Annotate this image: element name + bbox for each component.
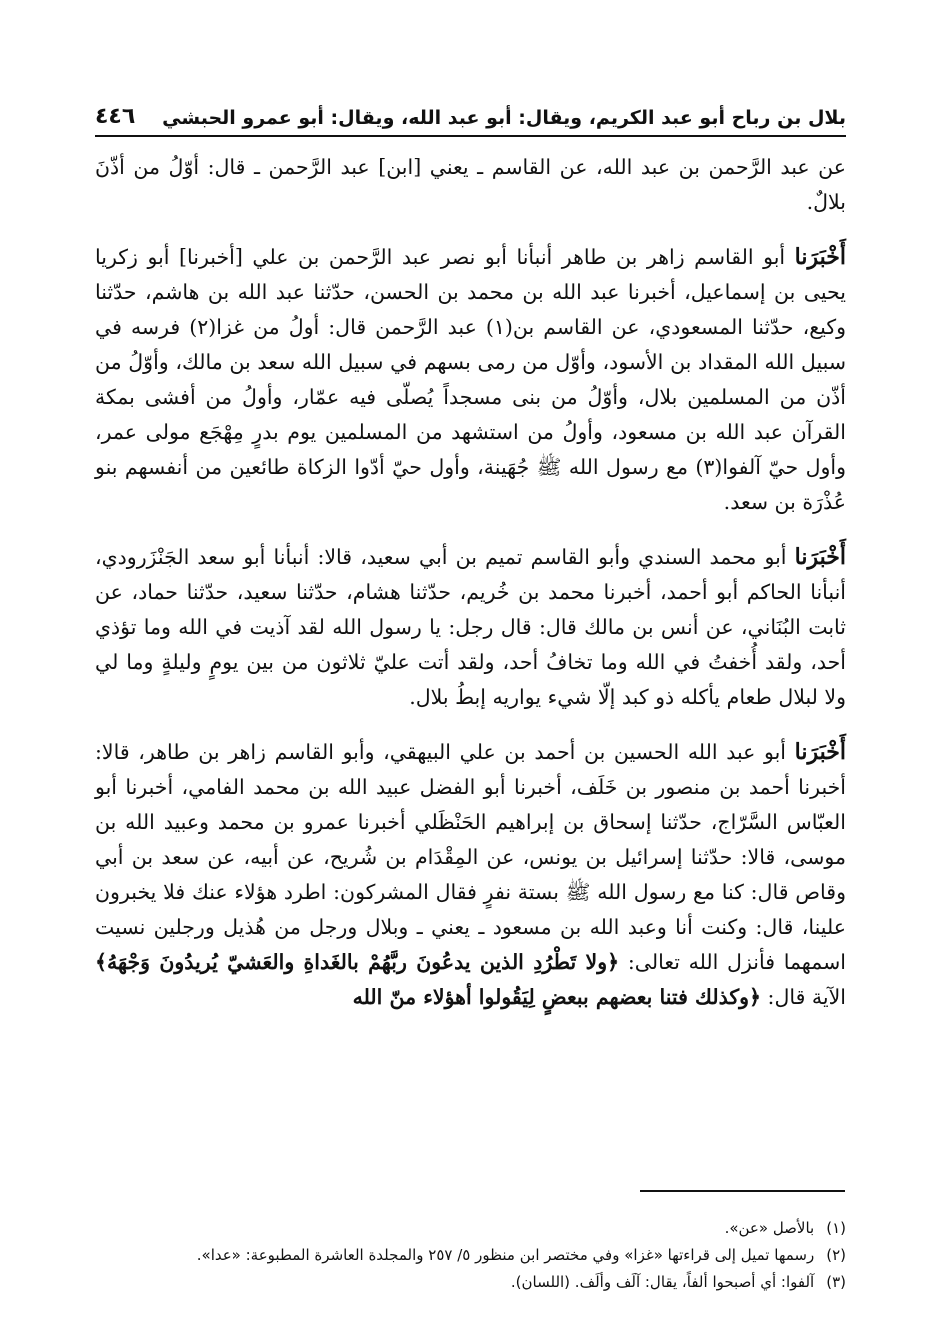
paragraph-text-continued: الآية قال: [767, 985, 846, 1009]
paragraph [95, 540, 846, 715]
paragraph-text: أبو عبد الله الحسين بن أحمد بن علي البيهقي، وأبو القاسم زاهر بن طاهر، قالا: أخبرنا أحمد بن منصور بن خَلَف، أخبرنا أبو الفضل عبيد الله بن محمد الفامي، أخبرنا أبو العبّاس السَّرّاج، حدّثنا إسحاق بن إبراهيم الحَنْظَلي أخبرنا عمرو بن محمد وعبيد الله بن موسى، قالا: حدّثنا إسرائيل بن يونس، عن المِقْدَام بن شُريح، عن أبيه، عن سعد بن أبي وقاص قال: كنا مع رسول الله ﷺ بستة نفرٍ فقال المشركون: اطرد هؤلاء عنك فلا يخبرون علينا، قال: وكنت أنا وعبد الله بن مسعود ـ يعني ـ وبلال ورجل من هُذيل ورجلين نسيت اسمهما فأنزل الله تعالى: [95, 740, 846, 974]
main-text [95, 150, 846, 1015]
paragraph-text: أبو القاسم زاهر بن طاهر أنبأنا أبو نصر عبد الرَّحمن بن علي [أخبرنا] أبو زكريا يحيى بن إسماعيل، أخبرنا عبد الله بن محمد بن الحسن، حدّثنا عبد الله بن هاشم، حدّثنا وكيع، حدّثنا المسعودي، عن القاسم بن(١) عبد الرَّحمن قال: أولُ من غزا(٢) فرسه في سبيل الله المقداد بن الأسود، وأوّل من رمى بسهم في سبيل الله سعد بن مالك، وأوّلُ من أذّن من المسلمين بلال، وأوّلُ من بنى مسجداً يُصلّى فيه عمّار، وأولُ من أفشى بمكة القرآن عبد الله بن مسعود، وأولُ من استشهد من المسلمين يوم بدرٍ مِهْجَع مولى عمر، وأول حيّ آلفوا(٣) مع رسول الله ﷺ جُهَينة، وأول حيّ أدّوا الزكاة طائعين من أنفسهم بنو عُذْرَة بن سعد. [95, 245, 846, 514]
paragraph [95, 240, 846, 520]
footnote [95, 1215, 846, 1242]
paragraph-text: أبو محمد السندي وأبو القاسم تميم بن أبي سعيد، قالا: أنبأنا أبو سعد الجَنْزَرودي، أنبأنا الحاكم أبو أحمد، أخبرنا محمد بن خُريم، حدّثنا هشام، حدّثنا سعيد، حدّثنا حماد، عن ثابت البُنَاني، عن أنس بن مالك قال: قال رجل: يا رسول الله لقد آذيت في الله وما تؤذي أحد، ولقد أُخفتُ في الله وما تخافُ أحد، ولقد أتت عليّ ثلاثون من بين يومٍ وليلةٍ وما لي ولا لبلال طعام يأكله ذو كبد إلّا شيء يواريه إبطُ بلال. [95, 545, 846, 709]
footnote-text: رسمها تميل إلى قراءتها «غزا» وفي مختصر ابن منظور ٥/ ٢٥٧ والمجلدة العاشرة المطبوعة: «عدا». [196, 1246, 815, 1264]
page-header [95, 95, 846, 137]
running-title: بلال بن رباح أبو عبد الكريم، ويقال: أبو عبد الله، ويقال: أبو عمرو الحبشي [162, 107, 846, 129]
footnote-number: (٢) [826, 1246, 846, 1264]
quran-verse: ﴿وكذلك فتنا بعضهم ببعضٍ لِيَقُولوا أهؤلاء منّ الله [352, 985, 762, 1009]
footnote-divider [640, 1190, 845, 1192]
footnote-number: (١) [826, 1219, 846, 1237]
footnote-text: بالأصل «عن». [724, 1219, 815, 1237]
footnote [95, 1242, 846, 1269]
paragraph [95, 150, 846, 220]
akhbarana-lead: أَخْبَرَنا [794, 244, 846, 270]
akhbarana-lead: أَخْبَرَنا [794, 544, 846, 570]
paragraph [95, 735, 846, 1015]
footnote-text: آلفوا: أي أصبحوا ألفاً، يقال: آلَف وألَف. (اللسان). [510, 1273, 815, 1291]
akhbarana-lead: أَخْبَرَنا [794, 739, 846, 765]
footnote [95, 1269, 846, 1296]
quran-verse: ﴿ولا تَطْرُدِ الذين يدعُونَ ربَّهُمْ بالغَداةِ والعَشيّ يُريدُونَ وَجْهَهُ﴾ [95, 950, 620, 974]
paragraph-text: عن عبد الرَّحمن بن عبد الله، عن القاسم ـ يعني [ابن] عبد الرَّحمن ـ قال: أوّلُ من أذّنَ بلالٌ. [95, 155, 846, 214]
footnotes [95, 1215, 846, 1296]
footnote-number: (٣) [826, 1273, 846, 1291]
page-number: ٤٤٦ [95, 104, 136, 129]
